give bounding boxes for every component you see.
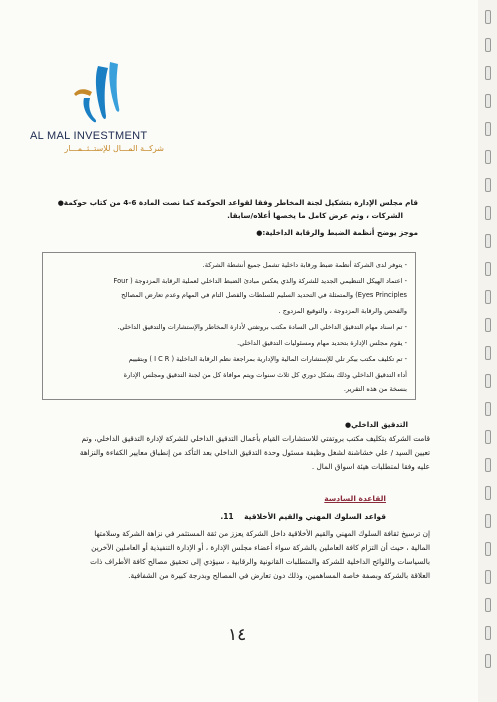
intro-bullet-2: موجز يوضح أنظمة الضبط والرقابة الداخلية:● (256, 228, 418, 237)
box-item-2-line-1: - اعتماد الهيكل التنظيمي الجديد للشركة والذي يعكس مبادئ الضبط الداخلي لعملية الرقابة المزدوجة ( Four (113, 277, 407, 285)
rule-six-line-3: بالسياسات واللوائح الداخلية للشركة والمتطلبات القانونية والرقابية ، سيؤدي إلى تحقيق مصالح كافة الأطراف ذات (90, 557, 430, 566)
company-logo (30, 58, 165, 158)
logo-mark-icon (68, 58, 128, 128)
box-item-5-line-2: أداء التدقيق الداخلي وذلك بشكل دوري كل ثلاث سنوات ويتم موافاة كل من لجنة التدقيق ومجلس الإدارة (123, 371, 407, 379)
internal-audit-line-2: تعيين السيد / علي خشاشنة لشغل وظيفة مسئول وحدة التدقيق الداخلي بعد التأكد من إنطباق معايير الكفاءة والنزاهة (79, 448, 430, 457)
rule-six-line-2: المالية ، حيث أن التزام كافة العاملين بالشركة سواء أعضاء مجلس الإدارة ، أو الإدارة التنفيذية أو العاملين الآخرين (91, 543, 430, 552)
box-item-1: - يتوفر لدى الشركة أنظمة ضبط ورقابة داخلية تشمل جميع أنشطة الشركة. (202, 261, 407, 269)
company-name-en: AL MAL INVESTMENT (30, 130, 148, 142)
internal-control-box (42, 252, 416, 400)
box-item-2-line-2: Eyes Principles) والمتمثلة في التحديد السليم للسلطات والفصل التام في المهام وعدم تعارض المصالح (121, 291, 407, 299)
section-title: القاعدة السادسة (324, 494, 386, 503)
rule-six-line-4: العلاقة بالشركة وبصفة خاصة المساهمين، وذلك دون تعارض في المصالح وبدرجة كبيرة من الشفافية. (128, 571, 430, 580)
box-item-3: - تم اسناد مهام التدقيق الداخلي الى السادة مكتب بروتفتي لأدارة المخاطر والإستشارات والتدقيق الداخلي. (117, 323, 407, 331)
binder-holes (483, 10, 493, 690)
box-item-4: - يقوم مجلس الإدارة بتحديد مهام ومسئوليات التدقيق الداخلي. (237, 339, 407, 347)
box-item-5-line-1: - تم تكليف مكتب بيكر تلي للإستشارات المالية والإدارية بمراجعة نظم الرقابة الداخلية ( I C R ) وبتقييم (128, 355, 407, 363)
rule-heading: قواعد السلوك المهني والقيم الأخلاقية 11. (220, 512, 386, 521)
box-item-5-line-3: بنسخة من هذه التقرير. (343, 385, 407, 393)
intro-bullet-1-line-1: قام مجلس الإدارة بتشكيل لجنة المخاطر وفقا لقواعد الحوكمة كما نصت المادة 6-4 من كتاب حوكمة● (57, 198, 418, 207)
page-number: ١٤ (228, 625, 247, 645)
company-name-ar: شركــة المـــال للإستــثــمـــار (64, 144, 164, 153)
internal-audit-line-3: عليه وفقا لمتطلبات هيئة اسواق المال . (311, 462, 430, 471)
rule-six-line-1: إن ترسيخ ثقافة السلوك المهني والقيم الأخلاقية داخل الشركة يعزز من ثقة المستثمر في نزاهة الشركة وسلامتها (94, 529, 430, 538)
internal-audit-heading: التدقيق الداخلي● (345, 420, 408, 429)
box-item-2-line-3: والفحص والرقابة المزدوجة ، والتوقيع المزدوج . (278, 307, 407, 315)
intro-bullet-1-line-2: الشركات ، وتم عرض كامل ما يخصها أعلاه/سابقا. (227, 211, 403, 220)
internal-audit-line-1: قامت الشركة بتكليف مكتب بروتفتي للاستشارات القيام بأعمال التدقيق الداخلي للشركة لإدارة التدقيق الداخلي، وتم (81, 434, 430, 443)
